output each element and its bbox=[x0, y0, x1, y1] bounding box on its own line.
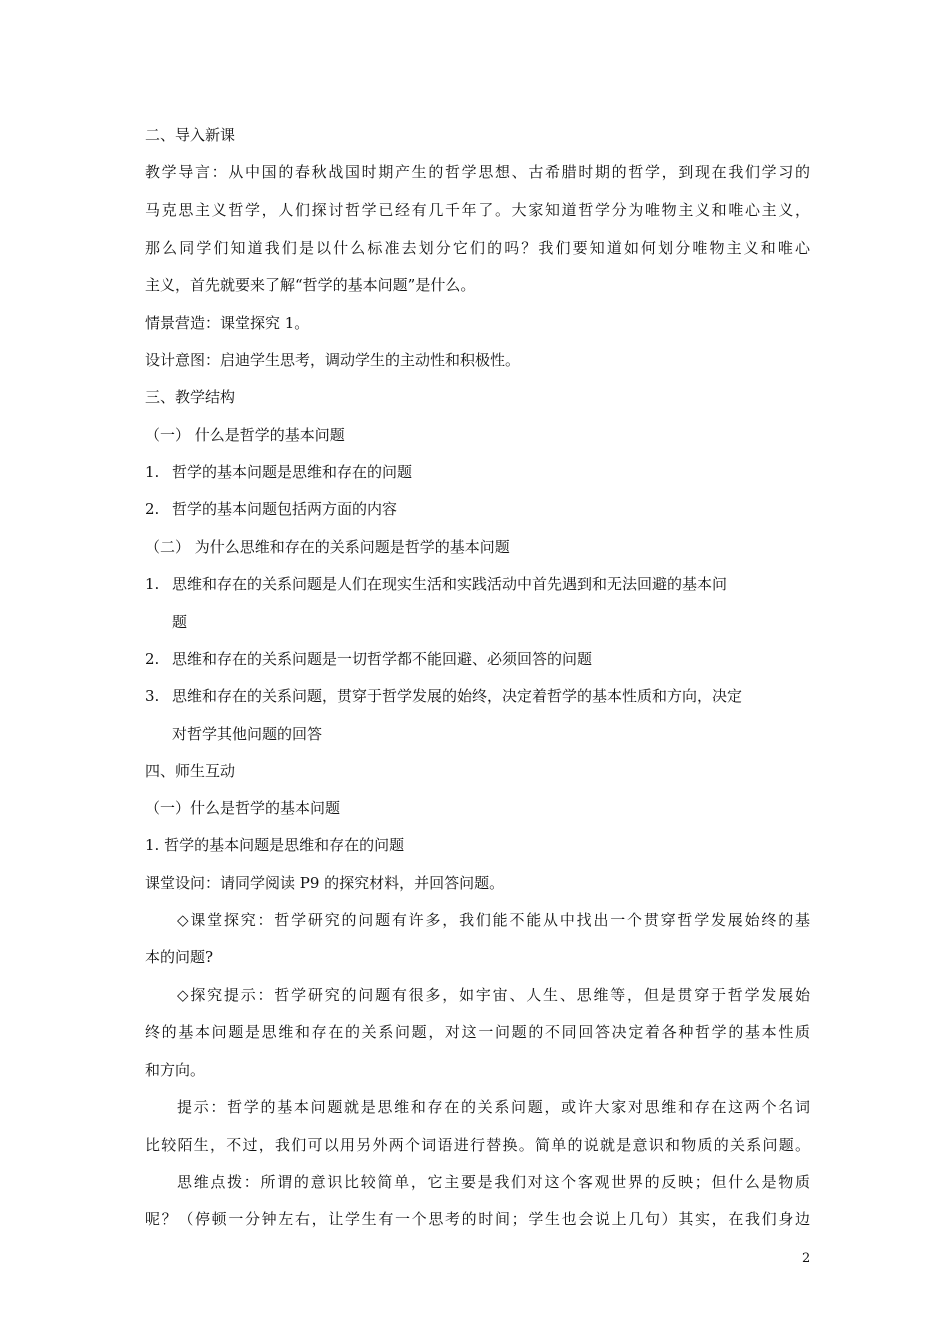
list-text: 哲学的基本问题包括两方面的内容 bbox=[172, 500, 398, 518]
list-text: 思维和存在的关系问题，贯穿于哲学发展的始终，决定着哲学的基本性质和方向，决定 bbox=[172, 687, 743, 705]
scene-line: 情景营造：课堂探究 1。 bbox=[145, 314, 310, 332]
explore-hint-line: 和方向。 bbox=[145, 1061, 206, 1079]
list-item bbox=[145, 686, 810, 706]
explore-line: 本的问题? bbox=[145, 948, 214, 966]
list-number: 3. bbox=[145, 687, 160, 705]
list-text: 思维和存在的关系问题是人们在现实生活和实践活动中首先遇到和无法回避的基本问 bbox=[172, 575, 728, 593]
subheading-1: （一） 什么是哲学的基本问题 bbox=[145, 426, 345, 444]
section-heading-intro: 二、导入新课 bbox=[145, 126, 236, 144]
paragraph-line: 教学导言：从中国的春秋战国时期产生的哲学思想、古希腊时期的哲学，到现在我们学习的 bbox=[145, 163, 810, 181]
list-number: 1. bbox=[145, 575, 160, 593]
list-number: 1. bbox=[145, 463, 160, 481]
list-number: 2. bbox=[145, 500, 160, 518]
list-item bbox=[145, 574, 810, 594]
thinking-line: 呢？（停顿一分钟左右，让学生有一个思考的时间；学生也会说上几句）其实，在我们身边 bbox=[145, 1210, 810, 1228]
list-text-continued: 题 bbox=[172, 613, 188, 631]
list-item bbox=[145, 499, 810, 519]
question-line: 课堂设问：请同学阅读 P9 的探究材料，并回答问题。 bbox=[145, 874, 505, 892]
page-number: 2 bbox=[802, 1251, 811, 1266]
explore-hint-line: ◇探究提示：哲学研究的问题有很多，如宇宙、人生、思维等，但是贯穿于哲学发展始 bbox=[177, 986, 810, 1004]
hint-line: 比较陌生，不过，我们可以用另外两个词语进行替换。简单的说就是意识和物质的关系问题。 bbox=[145, 1136, 810, 1154]
list-number: 2. bbox=[145, 650, 160, 668]
hint-line: 提示：哲学的基本问题就是思维和存在的关系问题，或许大家对思维和存在这两个名词 bbox=[177, 1098, 810, 1116]
thinking-line: 思维点拨：所谓的意识比较简单，它主要是我们对这个客观世界的反映；但什么是物质 bbox=[177, 1173, 810, 1191]
list-text: 思维和存在的关系问题是一切哲学都不能回避、必须回答的问题 bbox=[172, 650, 593, 668]
paragraph-line: 马克思主义哲学，人们探讨哲学已经有几千年了。大家知道哲学分为唯物主义和唯心主义， bbox=[145, 201, 810, 219]
section-heading-interaction: 四、师生互动 bbox=[145, 762, 236, 780]
paragraph-line: 主义，首先就要来了解“哲学的基本问题”是什么。 bbox=[145, 276, 476, 294]
list-text: 哲学的基本问题是思维和存在的问题 bbox=[172, 463, 413, 481]
list-item bbox=[145, 462, 810, 482]
list-text-continued: 对哲学其他问题的回答 bbox=[172, 725, 323, 743]
point-line: 1. 哲学的基本问题是思维和存在的问题 bbox=[145, 836, 405, 854]
explore-hint-line: 终的基本问题是思维和存在的关系问题，对这一问题的不同回答决定着各种哲学的基本性质 bbox=[145, 1023, 810, 1041]
subheading-2: （二） 为什么思维和存在的关系问题是哲学的基本问题 bbox=[145, 538, 510, 556]
section-heading-structure: 三、教学结构 bbox=[145, 388, 236, 406]
intent-line: 设计意图：启迪学生思考，调动学生的主动性和积极性。 bbox=[145, 351, 521, 369]
subheading-3: （一）什么是哲学的基本问题 bbox=[145, 799, 341, 817]
paragraph-line: 那么同学们知道我们是以什么标准去划分它们的吗？我们要知道如何划分唯物主义和唯心 bbox=[145, 239, 810, 257]
explore-line: ◇课堂探究：哲学研究的问题有许多，我们能不能从中找出一个贯穿哲学发展始终的基 bbox=[177, 911, 810, 929]
list-item bbox=[145, 649, 810, 669]
